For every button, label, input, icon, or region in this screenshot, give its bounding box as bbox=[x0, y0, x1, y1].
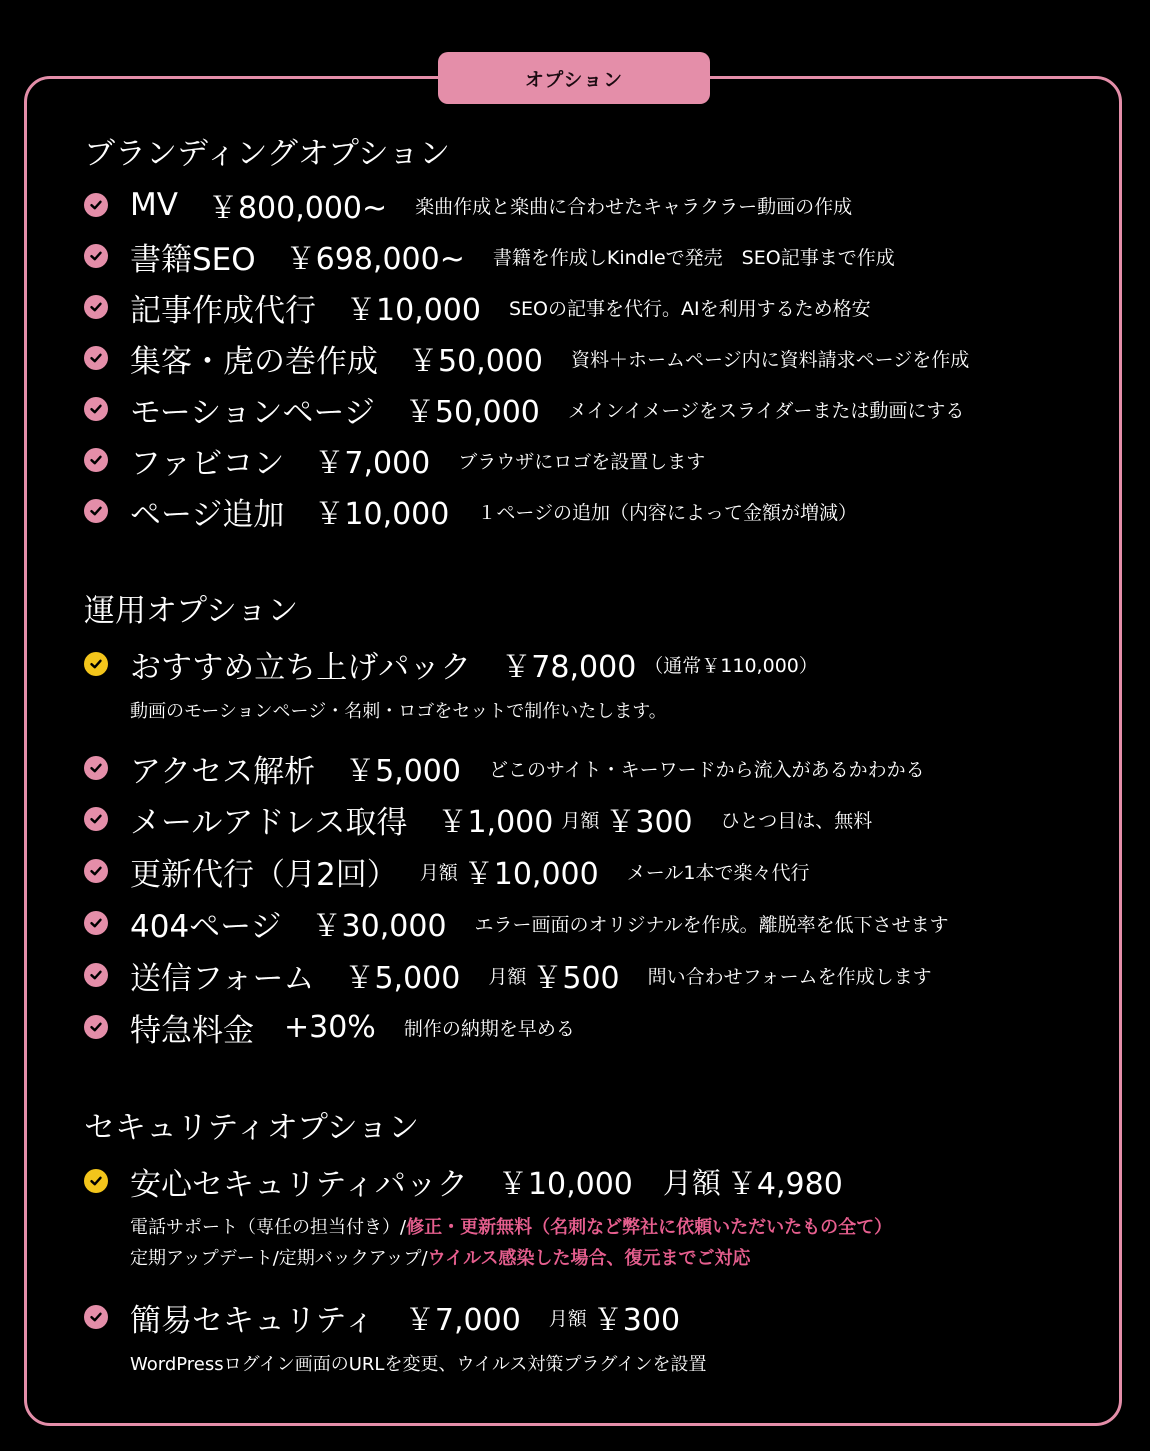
option-monthly-label: 月額 bbox=[419, 861, 458, 884]
list-item bbox=[84, 955, 932, 995]
check-icon bbox=[84, 963, 108, 987]
option-name: おすすめ立ち上げパック bbox=[130, 649, 472, 686]
option-desc: メール1本で楽々代行 bbox=[626, 861, 810, 884]
check-icon bbox=[84, 807, 108, 831]
check-icon bbox=[84, 911, 108, 935]
option-name: 404ページ bbox=[130, 908, 282, 945]
list-item bbox=[84, 287, 871, 327]
list-item bbox=[84, 1007, 575, 1047]
check-icon bbox=[84, 244, 108, 268]
option-desc: エラー画面のオリジナルを作成。離脱率を低下させます bbox=[474, 913, 949, 936]
check-icon bbox=[84, 1169, 108, 1193]
list-item bbox=[84, 1297, 680, 1337]
option-monthly-label: 月額 bbox=[548, 1307, 587, 1330]
check-icon bbox=[84, 859, 108, 883]
option-name: ページ追加 bbox=[130, 496, 285, 533]
options-tab: オプション bbox=[438, 52, 710, 104]
list-item bbox=[84, 185, 852, 225]
option-price: ￥50,000 bbox=[404, 395, 540, 430]
option-note: 動画のモーションページ・名刺・ロゴをセットで制作いたします。 bbox=[130, 701, 667, 722]
option-monthly-price: ￥500 bbox=[532, 961, 620, 996]
option-name: 集客・虎の巻作成 bbox=[130, 343, 378, 380]
option-monthly-price: ￥300 bbox=[605, 805, 693, 840]
list-item bbox=[84, 338, 969, 378]
option-price: ￥30,000 bbox=[311, 909, 447, 944]
option-desc: 楽曲作成と楽曲に合わせたキャラクラー動画の作成 bbox=[415, 195, 853, 218]
option-desc: メインイメージをスライダーまたは動画にする bbox=[567, 399, 965, 422]
option-name: メールアドレス取得 bbox=[130, 804, 408, 841]
option-price: +30% bbox=[284, 1009, 376, 1045]
option-name: 特急料金 bbox=[130, 1012, 254, 1049]
option-price: ￥50,000 bbox=[408, 344, 543, 379]
list-item bbox=[84, 851, 809, 891]
option-note: 電話サポート（専任の担当付き）/修正・更新無料（名刺など弊社に依頼いただいたもの全て） bbox=[130, 1217, 893, 1238]
option-monthly-label: 月額 bbox=[561, 809, 600, 832]
option-price: ￥10,000 bbox=[314, 497, 450, 532]
list-item bbox=[84, 440, 705, 480]
option-name: 書籍SEO bbox=[130, 241, 256, 278]
option-desc: ブラウザにロゴを設置します bbox=[458, 450, 706, 473]
option-name: 更新代行（月2回） bbox=[130, 856, 398, 893]
option-desc: どこのサイト・キーワードから流入があるかわかる bbox=[488, 758, 925, 781]
option-price: ￥698,000~ bbox=[285, 242, 465, 277]
option-name: MV bbox=[130, 187, 178, 223]
list-item bbox=[84, 644, 818, 684]
list-item bbox=[84, 748, 925, 788]
check-icon bbox=[84, 397, 108, 421]
option-desc: 資料＋ホームページ内に資料請求ページを作成 bbox=[570, 348, 970, 371]
check-icon bbox=[84, 652, 108, 676]
option-price: ￥1,000 bbox=[437, 805, 554, 840]
option-desc: １ページの追加（内容によって金額が増減） bbox=[477, 501, 857, 524]
check-icon bbox=[84, 295, 108, 319]
option-price: ￥7,000 bbox=[314, 446, 431, 481]
check-icon bbox=[84, 499, 108, 523]
option-monthly-price: ￥10,000 bbox=[463, 857, 599, 892]
option-name: 送信フォーム bbox=[130, 960, 315, 997]
check-icon bbox=[84, 448, 108, 472]
highlight-text: ウイルス感染した場合、復元までご対応 bbox=[427, 1248, 751, 1269]
operation-section-title: 運用オプション bbox=[84, 593, 299, 629]
option-name: モーションページ bbox=[130, 394, 375, 431]
option-regular-price: （通常￥110,000） bbox=[644, 654, 818, 677]
list-item bbox=[84, 389, 964, 429]
list-item bbox=[84, 903, 949, 943]
option-monthly-price: ￥300 bbox=[592, 1303, 681, 1338]
list-item bbox=[84, 799, 872, 839]
option-name: 安心セキュリティパック bbox=[130, 1166, 468, 1203]
security-section-title: セキュリティオプション bbox=[84, 1110, 420, 1146]
option-note: WordPressログイン画面のURLを変更、ウイルス対策プラグインを設置 bbox=[130, 1354, 707, 1375]
highlight-text: 修正・更新無料（名刺など弊社に依頼いただいたもの全て） bbox=[406, 1217, 893, 1238]
option-desc: 書籍を作成しKindleで発売 SEO記事まで作成 bbox=[492, 246, 895, 269]
option-note: 定期アップデート/定期バックアップ/ウイルス感染した場合、復元までご対応 bbox=[130, 1248, 751, 1269]
option-price: ￥5,000 bbox=[345, 754, 461, 789]
option-name: ファビコン bbox=[130, 445, 285, 482]
check-icon bbox=[84, 1305, 108, 1329]
branding-section-title: ブランディングオプション bbox=[84, 136, 451, 172]
check-icon bbox=[84, 756, 108, 780]
option-monthly-price: ￥4,980 bbox=[726, 1167, 843, 1202]
option-desc: SEOの記事を代行。AIを利用するため格安 bbox=[508, 297, 871, 320]
option-price: ￥78,000 bbox=[501, 650, 637, 685]
option-price: ￥5,000 bbox=[344, 961, 461, 996]
check-icon bbox=[84, 346, 108, 370]
option-name: 記事作成代行 bbox=[130, 292, 316, 329]
option-desc: ひとつ目は、無料 bbox=[720, 809, 873, 832]
option-price: ￥10,000 bbox=[346, 293, 481, 328]
option-price: ￥800,000~ bbox=[207, 191, 388, 226]
option-name: 簡易セキュリティ bbox=[130, 1302, 375, 1339]
check-icon bbox=[84, 1015, 108, 1039]
option-desc: 制作の納期を早める bbox=[403, 1017, 575, 1040]
option-price: ￥10,000 bbox=[497, 1167, 633, 1202]
list-item bbox=[84, 1161, 843, 1201]
option-monthly-label: 月額 bbox=[488, 965, 527, 988]
list-item bbox=[84, 236, 895, 276]
check-icon bbox=[84, 193, 108, 217]
option-name: アクセス解析 bbox=[130, 753, 316, 790]
option-monthly-label: 月額 bbox=[662, 1165, 721, 1200]
option-price: ￥7,000 bbox=[404, 1303, 521, 1338]
option-desc: 問い合わせフォームを作成します bbox=[647, 965, 932, 988]
list-item bbox=[84, 491, 857, 531]
